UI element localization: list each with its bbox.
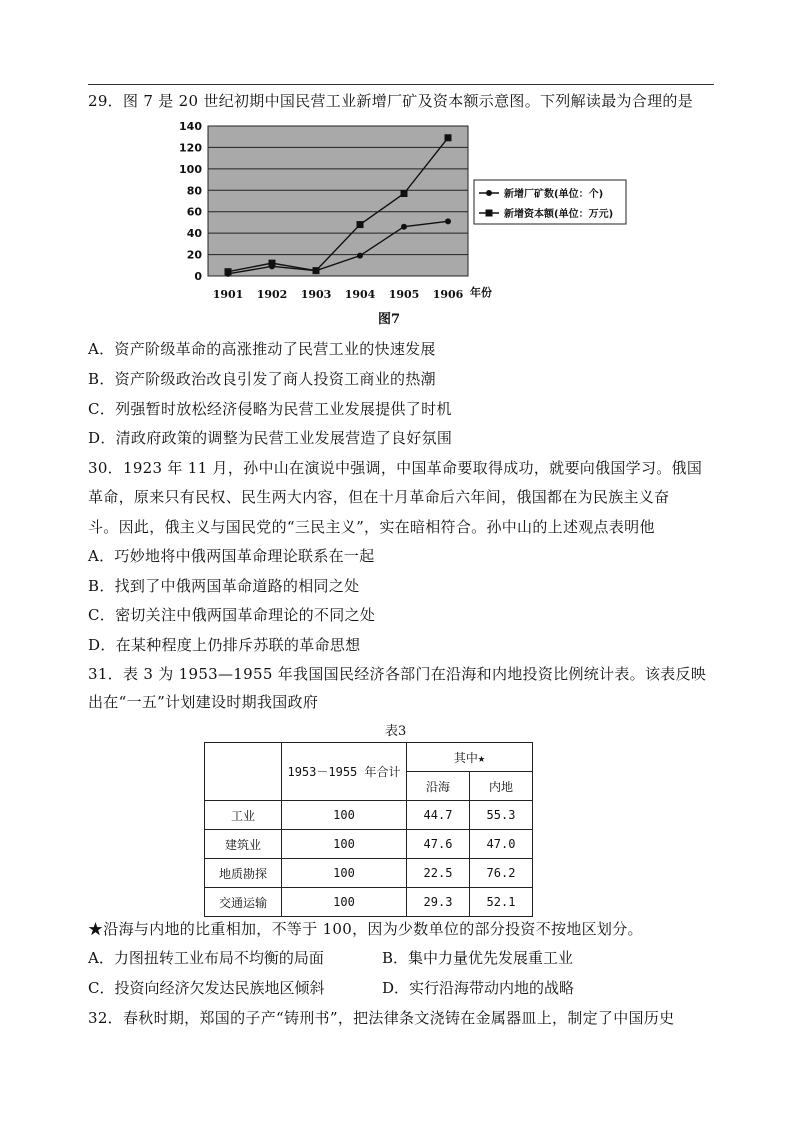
y-tick-label: 120 — [179, 141, 202, 155]
table-cell-sector: 交通运输 — [205, 888, 282, 917]
data-point — [225, 268, 232, 275]
data-point — [401, 224, 407, 230]
table-row — [205, 859, 533, 888]
data-point — [445, 134, 452, 141]
y-tick-label: 100 — [179, 162, 202, 176]
q30-stem-line-3: 斗。因此，俄主义与国民党的“三民主义”，实在暗相符合。孙中山的上述观点表明他 — [88, 518, 655, 536]
legend-label: 新增厂矿数(单位：个) — [504, 189, 604, 200]
q29-option-d[interactable]: D．清政府政策的调整为民营工业发展营造了良好氛围 — [88, 429, 453, 447]
y-tick-label: 0 — [194, 270, 202, 283]
table-cell-inland: 55.3 — [470, 801, 533, 830]
table-cell-total: 100 — [282, 859, 407, 888]
table-header-row — [205, 743, 533, 772]
table-row — [205, 830, 533, 859]
chart-svg — [170, 118, 640, 308]
data-point — [445, 218, 451, 224]
x-axis-label: 年份 — [470, 286, 492, 299]
data-point — [357, 221, 364, 228]
table-row — [205, 801, 533, 830]
q30-stem-line-2: 革命，原来只有民权、民生两大内容，但在十月革命后六年间，俄国都在为民族主义奋 — [88, 488, 670, 506]
table-note: ★沿海与内地的比重相加，不等于 100，因为少数单位的部分投资不按地区划分。 — [88, 920, 643, 938]
x-tick-label: 1904 — [344, 288, 376, 301]
x-tick-label: 1905 — [388, 288, 420, 301]
table-cell-inland: 47.0 — [470, 830, 533, 859]
figure-caption: 图7 — [378, 312, 401, 327]
table-cell-coastal: 44.7 — [407, 801, 470, 830]
table-row — [205, 888, 533, 917]
q31-option-b[interactable]: B．集中力量优先发展重工业 — [382, 949, 574, 967]
q30-option-d[interactable]: D．在某种程度上仍排斥苏联的革命思想 — [88, 636, 361, 654]
q31-option-a[interactable]: A．力图扭转工业布局不均衡的局面 — [88, 949, 324, 967]
figure-7-chart — [170, 118, 640, 324]
y-tick-label: 20 — [186, 248, 202, 262]
y-tick-label: 60 — [186, 205, 202, 219]
table-caption: 表3 — [385, 724, 407, 739]
table-header-total: 1953－1955 年合计 — [282, 743, 407, 801]
y-tick-label: 80 — [186, 184, 202, 198]
table-cell-sector: 建筑业 — [205, 830, 282, 859]
q31-stem-line-2: 出在“一五”计划建设时期我国政府 — [88, 693, 319, 711]
data-point — [269, 260, 276, 267]
q29-stem: 29．图 7 是 20 世纪初期中国民营工业新增厂矿及资本额示意图。下列解读最为合理的是 — [88, 92, 693, 110]
table-cell-coastal: 29.3 — [407, 888, 470, 917]
x-tick-label: 1901 — [212, 288, 244, 301]
table-cell-coastal: 47.6 — [407, 830, 470, 859]
q31-stem-line-1: 31．表 3 为 1953—1955 年我国国民经济各部门在沿海和内地投资比例统计表。该表反映 — [88, 665, 707, 683]
data-point — [357, 253, 363, 259]
q29-option-b[interactable]: B．资产阶级政治改良引发了商人投资工商业的热潮 — [88, 370, 436, 388]
x-tick-label: 1903 — [300, 288, 332, 301]
table-cell-total: 100 — [282, 801, 407, 830]
q29-option-c[interactable]: C．列强暂时放松经济侵略为民营工业发展提供了时机 — [88, 400, 452, 418]
legend-marker — [486, 210, 493, 217]
table-header-inland: 内地 — [470, 772, 533, 801]
table-cell-total: 100 — [282, 830, 407, 859]
q31-option-d[interactable]: D．实行沿海带动内地的战略 — [382, 979, 575, 997]
q30-stem-line-1: 30．1923 年 11 月，孙中山在演说中强调，中国革命要取得成功，就要向俄国学习。俄国 — [88, 459, 703, 477]
q31-option-c[interactable]: C．投资向经济欠发达民族地区倾斜 — [88, 979, 325, 997]
data-point — [313, 267, 320, 274]
q30-option-a[interactable]: A．巧妙地将中俄两国革命理论联系在一起 — [88, 547, 375, 565]
table-header-corner — [205, 743, 282, 801]
plot-area — [208, 126, 468, 276]
table-cell-sector: 工业 — [205, 801, 282, 830]
table-cell-inland: 76.2 — [470, 859, 533, 888]
table-header-coastal: 沿海 — [407, 772, 470, 801]
q30-option-b[interactable]: B．找到了中俄两国革命道路的相同之处 — [88, 577, 360, 595]
q32-stem: 32．春秋时期，郑国的子产“铸刑书”，把法律条文浇铸在金属器皿上，制定了中国历史 — [88, 1009, 675, 1027]
table-cell-total: 100 — [282, 888, 407, 917]
x-tick-label: 1902 — [256, 288, 288, 301]
x-tick-label: 1906 — [432, 288, 464, 301]
table-cell-inland: 52.1 — [470, 888, 533, 917]
q29-option-a[interactable]: A．资产阶级革命的高涨推动了民营工业的快速发展 — [88, 340, 436, 358]
q30-option-c[interactable]: C．密切关注中俄两国革命理论的不同之处 — [88, 606, 376, 624]
legend-marker — [486, 190, 492, 196]
table-header-group: 其中★ — [407, 743, 533, 772]
table-cell-coastal: 22.5 — [407, 859, 470, 888]
y-tick-label: 140 — [179, 120, 202, 133]
data-point — [401, 190, 408, 197]
table-cell-sector: 地质勘探 — [205, 859, 282, 888]
table-3 — [204, 742, 533, 917]
legend-label: 新增资本额(单位：万元) — [504, 209, 614, 220]
y-tick-label: 40 — [186, 227, 202, 241]
top-rule — [88, 84, 714, 85]
